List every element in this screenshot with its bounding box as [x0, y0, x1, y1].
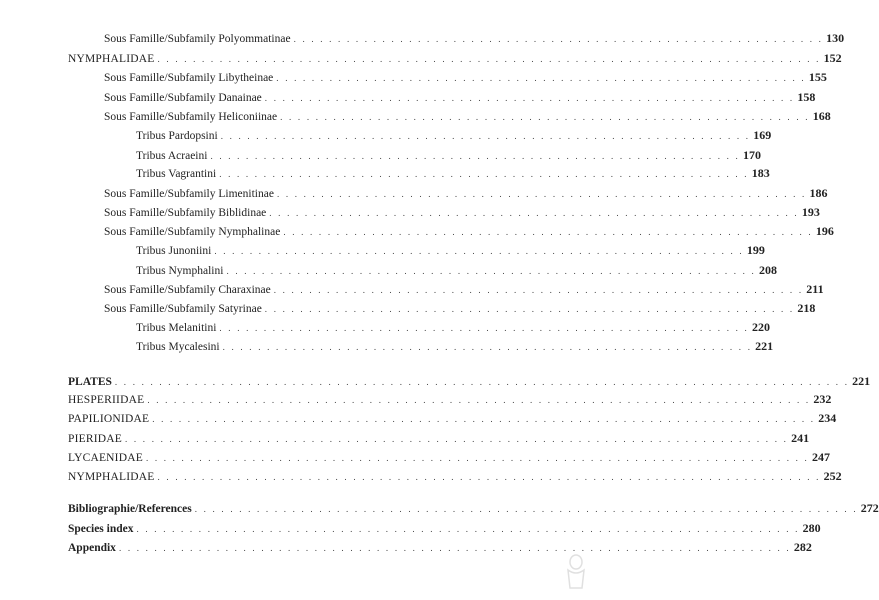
toc-entry: [104, 280, 824, 298]
toc-leader-dots: . . . . . . . . . . . . . . . . . . . . . . . . . . . . . . . . . . . . . . . . . . . . . . . . . . . . . . . . . . . .: [220, 131, 751, 141]
toc-entry: [104, 29, 845, 47]
toc-leader-dots: . . . . . . . . . . . . . . . . . . . . . . . . . . . . . . . . . . . . . . . . . . . . . . . . . . . . . . . . . . . . . . . . . . . . . . . . . . .: [147, 395, 811, 405]
toc-entry: [104, 68, 827, 86]
toc-leader-dots: . . . . . . . . . . . . . . . . . . . . . . . . . . . . . . . . . . . . . . . . . . . . . . . . . . . . . . . . . . . . . . . . . . . . . . . . . . .: [145, 453, 810, 463]
watermark-logo-icon: [564, 554, 588, 590]
toc-entry: [136, 318, 770, 336]
toc-entry-page: 241: [791, 431, 810, 445]
toc-entry: [104, 222, 834, 240]
toc-leader-dots: . . . . . . . . . . . . . . . . . . . . . . . . . . . . . . . . . . . . . . . . . . . . . . . . . . . . . . . . . . . .: [264, 93, 795, 103]
toc-leader-dots: . . . . . . . . . . . . . . . . . . . . . . . . . . . . . . . . . . . . . . . . . . . . . . . . . . . . . . . . . . . .: [219, 323, 749, 333]
toc-entry-page: 221: [852, 374, 871, 388]
toc-leader-dots: . . . . . . . . . . . . . . . . . . . . . . . . . . . . . . . . . . . . . . . . . . . . . . . . . . . . . . . . . . . .: [264, 304, 795, 314]
toc-entry: [68, 429, 810, 447]
toc-leader-dots: . . . . . . . . . . . . . . . . . . . . . . . . . . . . . . . . . . . . . . . . . . . . . . . . . . . . . . . . . . . .: [276, 73, 806, 83]
toc-leader-dots: . . . . . . . . . . . . . . . . . . . . . . . . . . . . . . . . . . . . . . . . . . . . . . . . . . . . . . . . . . . . . . . . . . . . . . . . . . .: [157, 472, 821, 482]
toc-entry: [136, 241, 765, 259]
toc-entry-label: Sous Famille/Subfamily Nymphalinae: [104, 226, 281, 238]
toc-entry-label: NYMPHALIDAE: [68, 53, 155, 65]
toc-entry-page: 280: [802, 521, 821, 535]
toc-entry-label: Tribus Vagrantini: [136, 168, 217, 180]
toc-entry-page: 211: [806, 282, 824, 296]
toc-entry-page: 169: [753, 128, 772, 142]
toc-leader-dots: . . . . . . . . . . . . . . . . . . . . . . . . . . . . . . . . . . . . . . . . . . . . . . . . . . . . . . . . . . . .: [283, 227, 813, 237]
toc-entry-page: 199: [746, 243, 765, 257]
toc-entry-page: 232: [813, 392, 832, 406]
toc-entry-page: 208: [759, 263, 777, 277]
toc-entry-page: 170: [743, 148, 762, 162]
toc-entry-label: Sous Famille/Subfamily Satyrinae: [104, 303, 262, 315]
toc-entry-page: 130: [826, 31, 845, 45]
toc-entry: [68, 448, 831, 466]
toc-entry-label: Appendix: [68, 542, 116, 554]
toc-entry-label: Sous Famille/Subfamily Danainae: [104, 92, 262, 104]
toc-entry: [68, 49, 842, 67]
toc-entry-label: HESPERIIDAE: [68, 394, 145, 406]
toc-entry-label: Tribus Nymphalini: [136, 265, 224, 277]
toc-leader-dots: . . . . . . . . . . . . . . . . . . . . . . . . . . . . . . . . . . . . . . . . . . . . . . . . . . . . . . . . . . . . . . . . . . . . . . . . . . .: [152, 414, 816, 424]
toc-entry-page: 183: [751, 166, 770, 180]
toc-entry-page: 155: [808, 70, 827, 84]
toc-entry: [68, 467, 842, 485]
toc-entry-label: PLATES: [68, 376, 112, 388]
toc-entry-label: Tribus Mycalesini: [136, 341, 220, 353]
toc-leader-dots: . . . . . . . . . . . . . . . . . . . . . . . . . . . . . . . . . . . . . . . . . . . . . . . . . . . . . . . . . . . .: [219, 169, 749, 179]
toc-entry-label: LYCAENIDAE: [68, 452, 143, 464]
toc-entry-label: Sous Famille/Subfamily Libytheinae: [104, 72, 274, 84]
toc-entry-page: 247: [812, 450, 831, 464]
toc-entry-page: 168: [812, 109, 831, 123]
toc-leader-dots: . . . . . . . . . . . . . . . . . . . . . . . . . . . . . . . . . . . . . . . . . . . . . . . . . . . . . . . . . . . .: [273, 285, 804, 295]
toc-leader-dots: . . . . . . . . . . . . . . . . . . . . . . . . . . . . . . . . . . . . . . . . . . . . . . . . . . . . . . . . . . . . . . . . . . . . . . . . . . . .: [118, 543, 791, 553]
toc-entry-page: 220: [751, 320, 770, 334]
toc-entry: [136, 146, 762, 164]
toc-entry-label: Tribus Junoniini: [136, 245, 212, 257]
toc-entry-page: 282: [793, 540, 812, 554]
toc-entry-label: Sous Famille/Subfamily Charaxinae: [104, 284, 271, 296]
toc-entry-label: Tribus Pardopsini: [136, 130, 218, 142]
toc-entry: [68, 409, 837, 427]
toc-entry-label: Sous Famille/Subfamily Biblidinae: [104, 207, 267, 219]
toc-entry: [104, 203, 820, 221]
toc-leader-dots: . . . . . . . . . . . . . . . . . . . . . . . . . . . . . . . . . . . . . . . . . . . . . . . . . . . . . . . . . . . . . . . . . . . . . . . . . . . . . . . . . . .: [114, 377, 850, 387]
toc-entry: [68, 390, 832, 408]
toc-entry: [136, 337, 774, 355]
toc-entry-page: 158: [797, 90, 816, 104]
toc-entry-page: 234: [818, 411, 837, 425]
toc-entry: [104, 299, 816, 317]
toc-entry-page: 221: [755, 339, 774, 353]
toc-entry-label: PIERIDAE: [68, 433, 122, 445]
toc-leader-dots: . . . . . . . . . . . . . . . . . . . . . . . . . . . . . . . . . . . . . . . . . . . . . . . . . . . . . . . . . . . .: [293, 34, 824, 44]
toc-entry-label: Bibliographie/References: [68, 503, 192, 515]
toc-entry: [68, 499, 879, 517]
toc-entry-label: Tribus Acraeini: [136, 150, 208, 162]
toc-leader-dots: . . . . . . . . . . . . . . . . . . . . . . . . . . . . . . . . . . . . . . . . . . . . . . . . . . . . . . . . . . . .: [280, 112, 810, 122]
toc-entry: [104, 107, 831, 125]
toc-entry: [68, 519, 821, 537]
toc-leader-dots: . . . . . . . . . . . . . . . . . . . . . . . . . . . . . . . . . . . . . . . . . . . . . . . . . . . . . . . . . . . . . . . . . . . . . . . . . . .: [125, 434, 789, 444]
toc-leader-dots: . . . . . . . . . . . . . . . . . . . . . . . . . . . . . . . . . . . . . . . . . . . . . . . . . . . . . . . . . . . .: [214, 246, 744, 256]
toc-leader-dots: . . . . . . . . . . . . . . . . . . . . . . . . . . . . . . . . . . . . . . . . . . . . . . . . . . . . . . . . . . . .: [269, 208, 799, 218]
toc-entry: [104, 184, 828, 202]
toc-entry-page: 186: [809, 186, 828, 200]
toc-entry-label: Sous Famille/Subfamily Polyommatinae: [104, 33, 291, 45]
toc-leader-dots: . . . . . . . . . . . . . . . . . . . . . . . . . . . . . . . . . . . . . . . . . . . . . . . . . . . . . . . . . . . . . . . . . . . . . . . . . . .: [194, 504, 858, 514]
toc-entry-label: Sous Famille/Subfamily Limenitinae: [104, 188, 274, 200]
toc-entry-label: Tribus Melanitini: [136, 322, 217, 334]
toc-entry: [104, 88, 816, 106]
toc-leader-dots: . . . . . . . . . . . . . . . . . . . . . . . . . . . . . . . . . . . . . . . . . . . . . . . . . . . . . . . . . . . . . . . . . . . . . . . . . . .: [136, 524, 800, 534]
toc-entry-page: 152: [823, 51, 842, 65]
toc-entry-page: 196: [815, 224, 834, 238]
toc-leader-dots: . . . . . . . . . . . . . . . . . . . . . . . . . . . . . . . . . . . . . . . . . . . . . . . . . . . . . . . . . . . .: [210, 151, 741, 161]
toc-entry: [68, 538, 812, 556]
toc-entry: [136, 261, 777, 279]
toc-entry-page: 218: [797, 301, 816, 315]
toc-entry-page: 252: [823, 469, 842, 483]
toc-leader-dots: . . . . . . . . . . . . . . . . . . . . . . . . . . . . . . . . . . . . . . . . . . . . . . . . . . . . . . . . . . . .: [222, 342, 753, 352]
toc-entry: [136, 126, 772, 144]
toc-leader-dots: . . . . . . . . . . . . . . . . . . . . . . . . . . . . . . . . . . . . . . . . . . . . . . . . . . . . . . . . . . . .: [226, 266, 756, 276]
toc-entry-label: Species index: [68, 523, 134, 535]
toc-entry: [68, 372, 871, 390]
toc-entry: [136, 164, 770, 182]
toc-entry-label: NYMPHALIDAE: [68, 471, 155, 483]
toc-leader-dots: . . . . . . . . . . . . . . . . . . . . . . . . . . . . . . . . . . . . . . . . . . . . . . . . . . . . . . . . . . . . . . . . . . . . . . . . . . .: [157, 54, 821, 64]
toc-leader-dots: . . . . . . . . . . . . . . . . . . . . . . . . . . . . . . . . . . . . . . . . . . . . . . . . . . . . . . . . . . . .: [276, 189, 807, 199]
toc-entry-page: 272: [860, 501, 879, 515]
toc-entry-label: PAPILIONIDAE: [68, 413, 150, 425]
toc-entry-page: 193: [801, 205, 820, 219]
toc-entry-label: Sous Famille/Subfamily Heliconiinae: [104, 111, 278, 123]
